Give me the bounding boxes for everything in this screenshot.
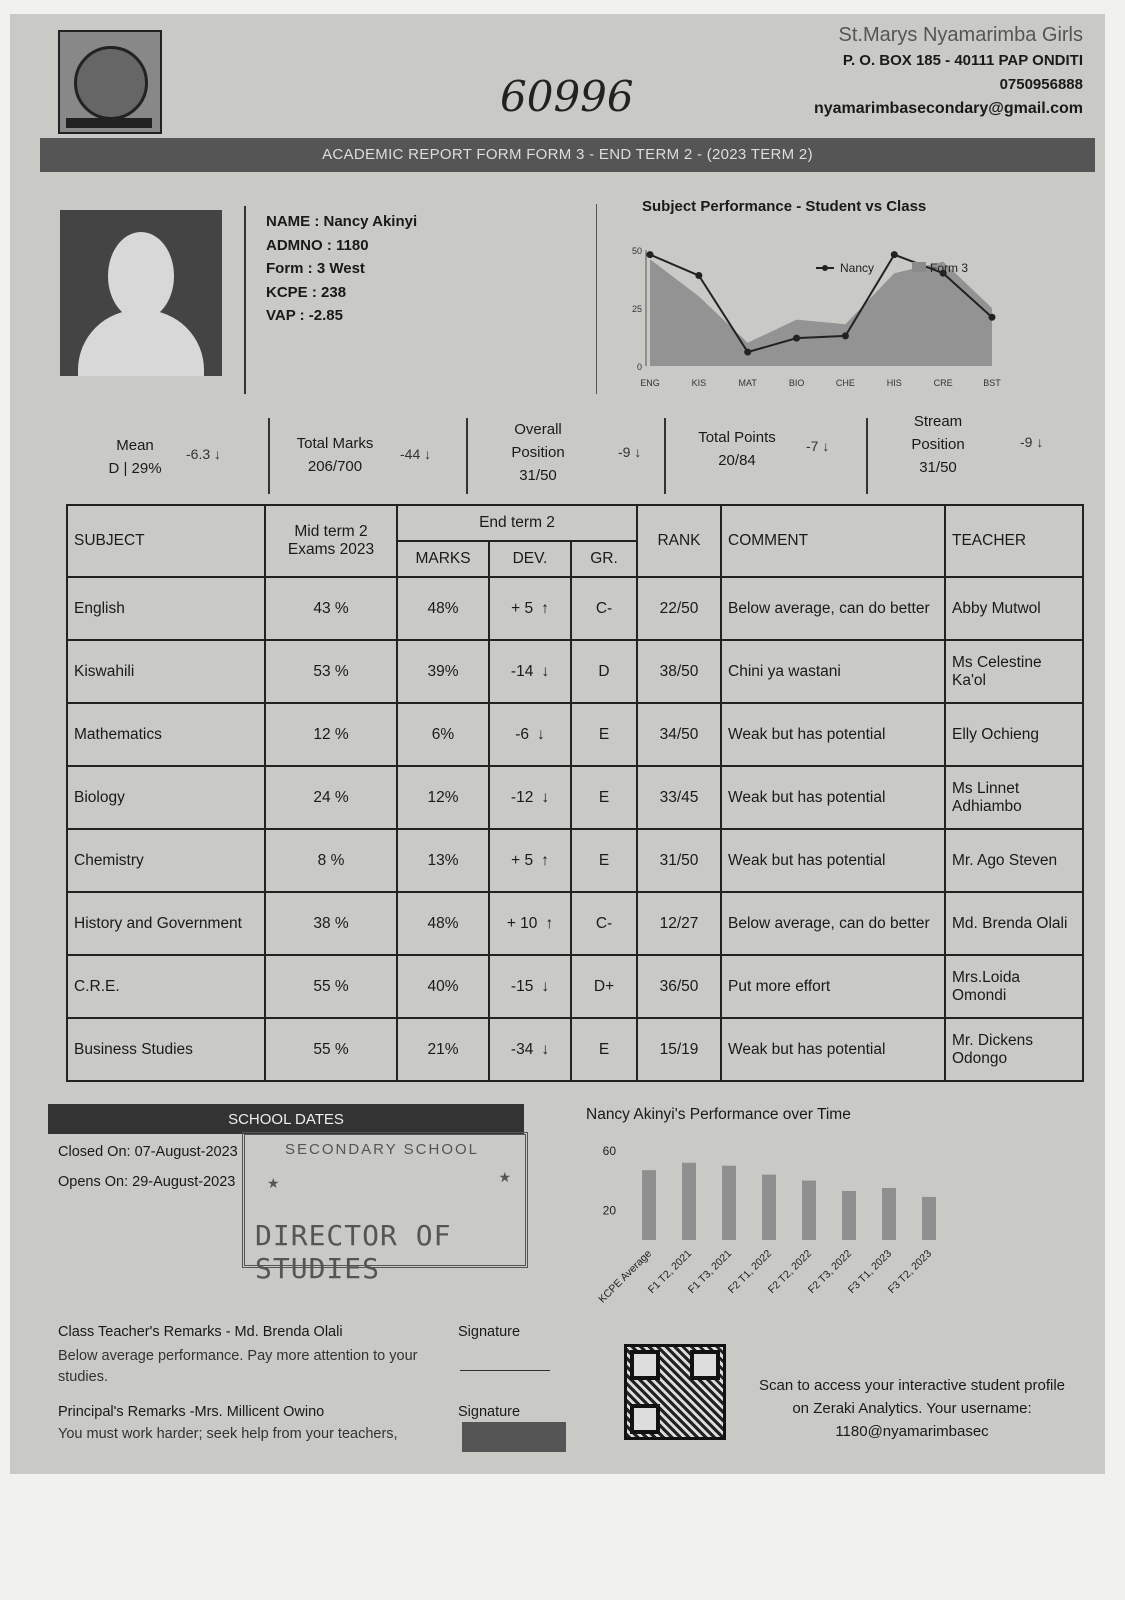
col-marks: MARKS [397,541,489,577]
stat-dev: -44 ↓ [400,446,432,462]
bar [762,1175,776,1240]
rank-cell: 34/50 [637,703,721,766]
midterm-cell: 55 % [265,955,397,1018]
col-subject: SUBJECT [67,505,265,577]
signature-label: Signature [458,1404,521,1420]
dev-cell [489,703,571,766]
rank-cell: 36/50 [637,955,721,1018]
midterm-cell: 12 % [265,703,397,766]
stat-stream-position [888,410,988,479]
stat-dev: -9 ↓ [618,444,642,460]
subject-cell: English [67,577,265,640]
col-comment: COMMENT [721,505,945,577]
comment-cell: Put more effort [721,955,945,1018]
teacher-cell: Mr. Ago Steven [945,829,1083,892]
divider [866,418,868,494]
col-endterm: End term 2 [397,505,637,541]
teacher-cell: Mrs.Loida Omondi [945,955,1083,1018]
bar [842,1191,856,1240]
stat-value: 206/700 [307,458,363,475]
x-tick-label: HIS [886,378,902,388]
y-tick-label: 0 [636,362,642,372]
stat-value: 31/50 [919,459,957,476]
stat-value: 31/50 [519,467,557,484]
rank-cell: 12/27 [637,892,721,955]
student-data-point [793,335,800,342]
midterm-cell: 55 % [265,1018,397,1081]
grade-cell: D+ [571,955,637,1018]
school-email: nyamarimbasecondary@gmail.com [813,100,1083,117]
subject-cell: C.R.E. [67,955,265,1018]
y-tick-label: 60 [602,1143,616,1158]
dev-cell [489,766,571,829]
student-info [266,210,417,328]
divider [268,418,270,494]
marks-cell: 39% [397,640,489,703]
stat-label: Total Points [698,429,776,446]
class-teacher-remarks: Below average performance. Pay more attention to your studies. [58,1348,418,1385]
trend-arrow-icon: ↑ [541,851,549,869]
bar [722,1166,736,1240]
legend-student-marker [822,265,828,271]
table-row [67,829,1083,892]
subject-cell: Kiswahili [67,640,265,703]
rank-cell: 38/50 [637,640,721,703]
x-tick-label: F2 T2, 2022 [765,1247,815,1297]
table-row [67,640,1083,703]
opens-on: Opens On: 29-August-2023 [58,1174,236,1190]
student-photo-placeholder-icon [60,210,222,376]
teacher-cell: Ms Celestine Ka'ol [945,640,1083,703]
x-tick-label: BIO [788,378,805,388]
bar [682,1163,696,1240]
stat-label: Overall Position [511,421,565,461]
bar [802,1181,816,1240]
student-admno: ADMNO : 1180 [266,236,369,254]
teacher-cell: Md. Brenda Olali [945,892,1083,955]
marks-cell: 48% [397,577,489,640]
stat-overall-position [488,418,588,487]
school-address: P. O. BOX 185 - 40111 PAP ONDITI [842,52,1083,69]
stat-label: Total Marks [296,435,374,452]
teacher-cell: Abby Mutwol [945,577,1083,640]
school-phone: 0750956888 [999,76,1083,93]
subject-cell: Chemistry [67,829,265,892]
performance-over-time-chart [582,1136,942,1326]
divider [664,418,666,494]
student-data-point [744,349,751,356]
x-tick-label: F1 T2, 2021 [645,1247,695,1297]
comment-cell: Weak but has potential [721,703,945,766]
dev-cell [489,955,571,1018]
student-data-point [842,332,849,339]
dev-value: + 5 [511,851,534,869]
grade-cell: C- [571,577,637,640]
subject-cell: Mathematics [67,703,265,766]
x-tick-label: BST [983,378,1001,388]
student-form: Form : 3 West [266,260,365,277]
teacher-cell: Ms Linnet Adhiambo [945,766,1083,829]
comment-cell: Chini ya wastani [721,640,945,703]
marks-cell: 12% [397,766,489,829]
dev-cell [489,1018,571,1081]
y-tick-label: 20 [602,1203,616,1218]
legend-class-swatch [912,262,926,272]
stat-value: D | 29% [108,460,162,477]
school-stamp [242,1132,528,1285]
col-grade: GR. [571,541,637,577]
col-dev: DEV. [489,541,571,577]
trend-arrow-icon: ↓ [541,1040,550,1058]
marks-cell: 48% [397,892,489,955]
x-tick-label: F2 T3, 2022 [805,1247,855,1297]
chart1-title: Subject Performance - Student vs Class [642,198,927,215]
table-row [67,766,1083,829]
comment-cell: Weak but has potential [721,1018,945,1081]
stat-dev: -6.3 ↓ [186,446,222,462]
table-row [67,892,1083,955]
marks-table [66,504,1084,1082]
y-tick-label: 50 [631,246,642,256]
rank-cell: 22/50 [637,577,721,640]
class-teacher-remarks-title: Class Teacher's Remarks - Md. Brenda Olali [58,1324,343,1340]
stat-mean [80,434,190,480]
x-tick-label: F3 T2, 2023 [885,1247,935,1297]
bar [882,1188,896,1240]
x-tick-label: F3 T1, 2023 [845,1247,895,1297]
school-crest-icon [58,30,162,134]
subject-cell: Biology [67,766,265,829]
x-tick-label: CRE [933,378,953,388]
student-data-point [891,251,898,258]
grade-cell: E [571,1018,637,1081]
student-data-point [695,272,702,279]
school-name: St.Marys Nyamarimba Girls [838,24,1083,46]
comment-cell: Below average, can do better [721,577,945,640]
principal-remarks: You must work harder; seek help from your teachers, [58,1426,398,1442]
comment-cell: Weak but has potential [721,829,945,892]
trend-arrow-icon: ↓ [541,662,550,680]
x-tick-label: F2 T1, 2022 [725,1247,775,1297]
midterm-cell: 24 % [265,766,397,829]
signature-line [460,1370,550,1371]
divider [596,204,597,394]
legend-student-label: Nancy [840,261,875,275]
stat-total-marks [280,432,390,478]
dev-cell [489,640,571,703]
x-tick-label: ENG [640,378,660,388]
marks-cell: 13% [397,829,489,892]
trend-arrow-icon: ↑ [541,599,549,617]
x-tick-label: KIS [691,378,707,388]
report-banner: ACADEMIC REPORT FORM FORM 3 - END TERM 2 - (2023 TERM 2) [40,138,1095,172]
legend-class-label: Form 3 [930,261,969,275]
teacher-cell: Mr. Dickens Odongo [945,1018,1083,1081]
school-dates-header: SCHOOL DATES [48,1104,524,1134]
report-sheet [10,14,1105,1474]
handwritten-number: 60996 [500,72,634,121]
grade-cell: E [571,766,637,829]
trend-arrow-icon: ↑ [545,914,554,932]
student-name: NAME : Nancy Akinyi [266,213,418,230]
zeraki-scan-text: Scan to access your interactive student profile on Zeraki Analytics. Your username: 1180@nyamarimbasec [759,1377,1065,1440]
trend-arrow-icon: ↓ [541,788,550,806]
comment-cell: Weak but has potential [721,766,945,829]
stamp-top-text: SECONDARY SCHOOL [285,1141,479,1158]
qr-code-icon [624,1344,726,1440]
grade-cell: E [571,829,637,892]
trend-arrow-icon: ↓ [537,725,545,743]
bar [642,1170,656,1240]
y-tick-label: 25 [631,304,642,314]
midterm-cell: 43 % [265,577,397,640]
student-data-point [989,314,996,321]
student-vap: VAP : -2.85 [266,307,343,324]
stat-total-points [682,426,792,472]
star-icon: ★ [267,1175,280,1191]
dev-cell [489,577,571,640]
teacher-cell: Elly Ochieng [945,703,1083,766]
marks-cell: 21% [397,1018,489,1081]
dev-value: -12 [510,788,534,806]
stamp-bottom-text: DIRECTOR OF STUDIES [255,1219,452,1285]
grade-cell: E [571,703,637,766]
dev-value: -14 [510,662,534,680]
stat-label: Mean [116,437,154,454]
dev-value: + 5 [511,599,534,617]
signature-label: Signature [458,1324,521,1340]
stat-dev: -9 ↓ [1020,434,1044,450]
dev-value: -15 [510,977,534,995]
midterm-cell: 38 % [265,892,397,955]
midterm-cell: 8 % [265,829,397,892]
subject-cell: History and Government [67,892,265,955]
marks-cell: 40% [397,955,489,1018]
dev-value: -34 [510,1040,534,1058]
table-row [67,1018,1083,1081]
student-data-point [647,251,654,258]
chart2-title: Nancy Akinyi's Performance over Time [586,1106,851,1123]
table-row [67,577,1083,640]
closed-on: Closed On: 07-August-2023 [58,1144,238,1160]
divider [466,418,468,494]
col-midterm: Mid term 2 Exams 2023 [265,505,397,577]
midterm-cell: 53 % [265,640,397,703]
x-tick-label: CHE [835,378,855,388]
dev-cell [489,829,571,892]
table-row [67,955,1083,1018]
x-tick-label: F1 T3, 2021 [685,1247,735,1297]
dev-cell [489,892,571,955]
marks-cell: 6% [397,703,489,766]
principal-remarks-title: Principal's Remarks -Mrs. Millicent Owino [58,1404,325,1420]
col-rank: RANK [637,505,721,577]
bar [922,1197,936,1240]
grade-cell: C- [571,892,637,955]
trend-arrow-icon: ↓ [541,977,550,995]
rank-cell: 15/19 [637,1018,721,1081]
subject-cell: Business Studies [67,1018,265,1081]
stat-dev: -7 ↓ [806,438,830,454]
student-kcpe: KCPE : 238 [266,283,347,301]
star-icon: ★ [498,1169,511,1185]
col-teacher: TEACHER [945,505,1083,577]
grade-cell: D [571,640,637,703]
subject-performance-chart [620,234,1010,394]
rank-cell: 31/50 [637,829,721,892]
divider [244,206,246,394]
comment-cell: Below average, can do better [721,892,945,955]
principal-signature-icon [462,1422,566,1452]
stat-label: Stream Position [911,413,965,453]
x-tick-label: KCPE Average [596,1247,655,1306]
stat-value: 20/84 [718,452,756,469]
dev-value: -6 [515,725,530,743]
x-tick-label: MAT [738,378,757,388]
dev-value: + 10 [506,914,538,932]
table-row [67,703,1083,766]
rank-cell: 33/45 [637,766,721,829]
